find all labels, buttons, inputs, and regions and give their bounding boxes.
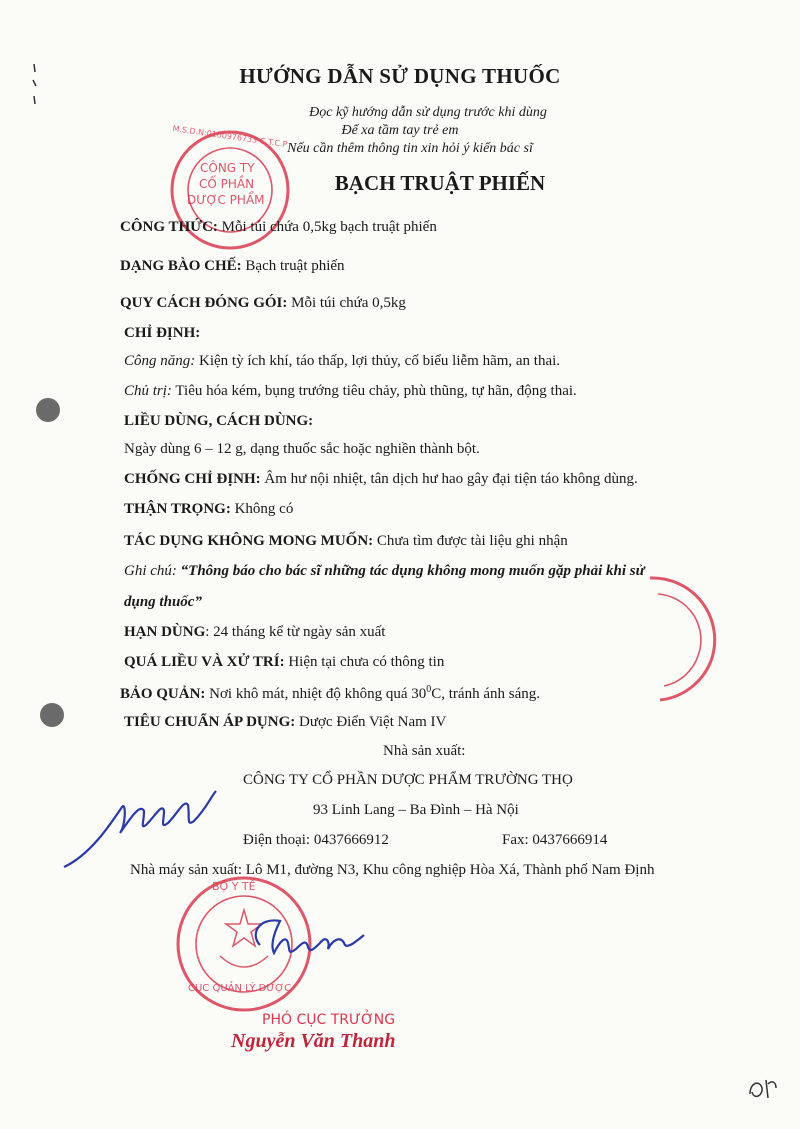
chu-tri-line <box>124 383 577 400</box>
chu-tri-value: Tiêu hóa kém, bụng trướng tiêu chảy, phù thũng, tự hãn, động thai. <box>171 383 577 399</box>
company-stamp-line3: DƯỢC PHẨM <box>187 193 265 207</box>
manufacturer-fax: Fax: 0437666914 <box>502 832 608 848</box>
factory-address: Nhà máy sản xuất: Lô M1, đường N3, Khu công nghiệp Hòa Xá, Thành phố Nam Định <box>130 862 655 878</box>
agency-stamp-top: BỘ Y TẾ <box>212 880 256 893</box>
company-stamp-ring: M.S.D.N:0100976733-C.T.C.P <box>171 123 288 150</box>
bao-quan-superscript: 0 <box>426 684 432 695</box>
signatory-title: PHÓ CỤC TRƯỞNG <box>262 1012 396 1028</box>
ghi-chu-label: Ghi chú: <box>124 563 177 579</box>
signatory-name: Nguyễn Văn Thanh <box>231 1030 396 1052</box>
product-name: BẠCH TRUẬT PHIẾN <box>334 171 546 195</box>
tieu-chuan-line <box>124 714 446 731</box>
chong-chi-dinh-label: CHỐNG CHỈ ĐỊNH: <box>124 471 261 487</box>
quy-cach-value: Mỗi túi chứa 0,5kg <box>287 295 406 311</box>
cong-thuc-line <box>120 219 437 236</box>
quy-cach-label: QUY CÁCH ĐÓNG GÓI: <box>120 295 288 311</box>
official-signature <box>240 905 370 975</box>
company-stamp-line2: CỔ PHẦN <box>199 177 255 191</box>
tieu-chuan-value: Dược Điển Việt Nam IV <box>295 714 447 730</box>
bao-quan-label: BẢO QUẢN: <box>120 686 206 702</box>
document-title: HƯỚNG DẪN SỬ DỤNG THUỐC <box>239 64 561 88</box>
agency-stamp-right <box>620 568 730 708</box>
manufacturer-label: Nhà sản xuất: <box>383 743 466 759</box>
tac-dung-line <box>124 533 568 550</box>
binder-hole-top <box>36 398 60 422</box>
qua-lieu-label: QUÁ LIỀU VÀ XỬ TRÍ: <box>124 654 285 670</box>
chi-dinh-label: CHỈ ĐỊNH: <box>124 325 201 341</box>
than-trong-value: Không có <box>230 501 294 517</box>
binder-hole-bottom <box>40 703 64 727</box>
bao-quan-value-b: C, tránh ánh sáng. <box>431 686 540 702</box>
han-dung-line <box>124 624 385 641</box>
qua-lieu-line <box>124 654 444 671</box>
qua-lieu-value: Hiện tại chưa có thông tin <box>284 654 445 670</box>
manufacturer-name: CÔNG TY CỔ PHẦN DƯỢC PHẨM TRƯỜNG THỌ <box>243 772 573 788</box>
cong-thuc-value: Mỗi túi chứa 0,5kg bạch truật phiến <box>217 219 437 235</box>
dang-bao-che-line <box>120 258 345 275</box>
han-dung-value: : 24 tháng kể từ ngày sản xuất <box>205 624 386 640</box>
cong-nang-label: Công năng: <box>124 353 196 369</box>
cong-nang-line <box>124 353 560 370</box>
tac-dung-label: TÁC DỤNG KHÔNG MONG MUỐN: <box>124 533 374 549</box>
bao-quan-line <box>120 684 540 703</box>
chong-chi-dinh-line <box>124 471 638 488</box>
chu-tri-label: Chủ trị: <box>124 383 172 399</box>
ghi-chu-value-2: dụng thuốc” <box>124 594 202 610</box>
than-trong-line <box>124 501 293 518</box>
dang-bao-che-value: Bạch truật phiến <box>241 258 345 274</box>
manufacturer-address: 93 Linh Lang – Ba Đình – Hà Nội <box>313 802 519 818</box>
manufacturer-phone: Điện thoại: 0437666912 <box>243 832 389 848</box>
handwritten-page-mark <box>744 1068 784 1108</box>
company-stamp-line1: CÔNG TY <box>200 161 255 175</box>
cong-nang-value: Kiện tỳ ích khí, táo thấp, lợi thủy, cố biểu liễm hãm, an thai. <box>195 353 561 369</box>
lieu-dung-label: LIỀU DÙNG, CÁCH DÙNG: <box>124 413 314 429</box>
tieu-chuan-label: TIÊU CHUẨN ÁP DỤNG: <box>124 714 296 730</box>
han-dung-label: HẠN DÙNG <box>124 624 206 640</box>
note-keep-away: Để xa tầm tay trẻ em <box>341 123 459 138</box>
lieu-dung-value: Ngày dùng 6 – 12 g, dạng thuốc sắc hoặc nghiền thành bột. <box>124 441 480 457</box>
dang-bao-che-label: DẠNG BÀO CHẾ: <box>120 258 242 274</box>
cong-thuc-label: CÔNG THỨC: <box>120 219 218 235</box>
bao-quan-value-a: Nơi khô mát, nhiệt độ không quá 30 <box>205 686 427 702</box>
ghi-chu-line <box>124 563 645 580</box>
manufacturer-signature <box>60 785 240 875</box>
quy-cach-line <box>120 295 406 312</box>
agency-stamp-bottom: CỤC QUẢN LÝ DƯỢC <box>188 983 292 994</box>
tac-dung-value: Chưa tìm được tài liệu ghi nhận <box>373 533 568 549</box>
ghi-chu-value-1: “Thông báo cho bác sĩ những tác dụng không mong muốn gặp phải khi sử <box>176 563 645 579</box>
note-read-instructions: Đọc kỹ hướng dẫn sử dụng trước khi dùng <box>309 105 547 120</box>
note-ask-doctor: Nếu cần thêm thông tin xin hỏi ý kiến bác sĩ <box>287 141 533 156</box>
chong-chi-dinh-value: Âm hư nội nhiệt, tân dịch hư hao gây đại tiện táo không dùng. <box>260 471 638 487</box>
than-trong-label: THẬN TRỌNG: <box>124 501 231 517</box>
